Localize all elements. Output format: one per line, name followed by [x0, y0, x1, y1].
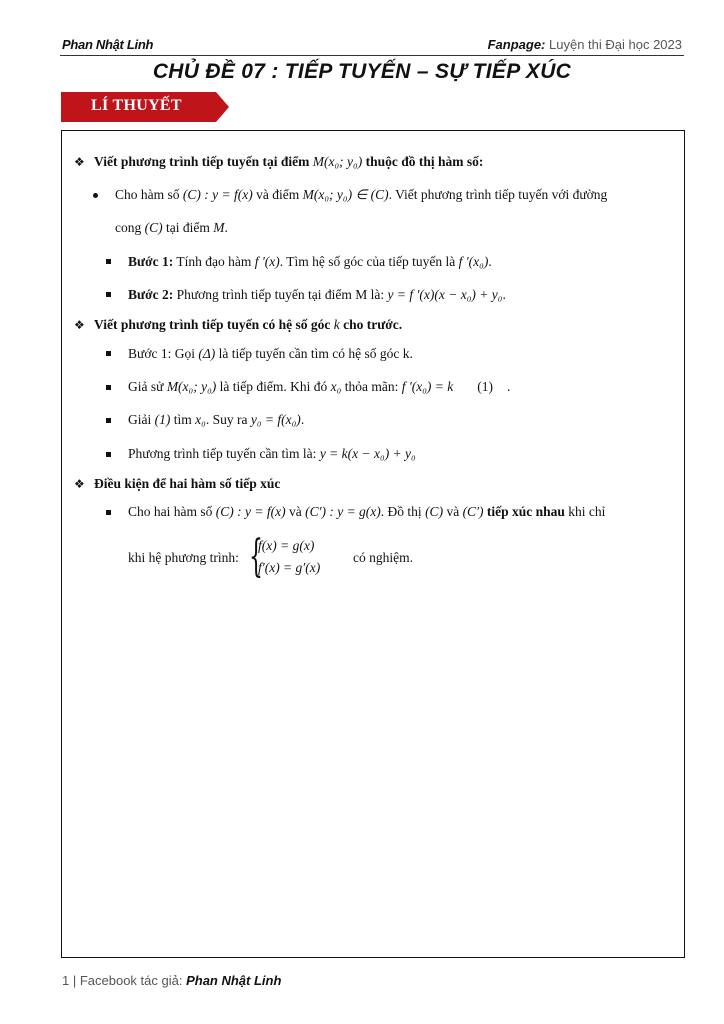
header-fanpage — [488, 37, 682, 52]
system-eq-1: f(x) = g(x) — [258, 538, 315, 553]
system-eq-2: f′(x) = g′(x) — [258, 560, 321, 575]
s2-b4: Phương trình tiếp tuyến cần tìm là: y = k(x − x₀) + y₀ — [128, 446, 416, 461]
square-bullet-icon — [106, 292, 111, 297]
diamond-bullet-icon: ❖ — [74, 155, 85, 169]
s3-line2-end: có nghiệm. — [353, 550, 413, 565]
square-bullet-icon — [106, 259, 111, 264]
ribbon-label: LÍ THUYẾT — [91, 97, 182, 114]
s1-line1: Cho hàm số (C) : y = f(x) và điểm M(x₀; y₀) ∈ (C). Viết phương trình tiếp tuyến với đường — [115, 187, 608, 202]
s1-step2: Bước 2: Phương trình tiếp tuyến tại điểm M là: y = f '(x)(x − x₀) + y₀. — [128, 287, 506, 302]
s3-line1: Cho hai hàm số (C) : y = f(x) và (C') : y = g(x). Đồ thị (C) và (C′) tiếp xúc nhau khi chỉ — [128, 504, 606, 519]
s1-heading: ❖ Viết phương trình tiếp tuyến tại điểm M(x₀; y₀) thuộc đồ thị hàm số: — [74, 154, 484, 169]
brace-icon: { — [249, 531, 263, 582]
square-bullet-icon — [106, 418, 111, 423]
diamond-bullet-icon: ❖ — [74, 477, 85, 491]
header-divider — [60, 55, 684, 56]
square-bullet-icon — [106, 510, 111, 515]
square-bullet-icon — [106, 385, 111, 390]
s2-b1: Bước 1: Gọi (Δ) là tiếp tuyến cần tìm có hệ số góc k. — [128, 346, 413, 361]
header-author: Phan Nhật Linh — [62, 37, 154, 52]
square-bullet-icon — [106, 351, 111, 356]
page-title: CHỦ ĐỀ 07 : TIẾP TUYẾN – SỰ TIẾP XÚC — [152, 60, 572, 83]
page-number: 1 — [62, 973, 70, 988]
footer: 1 | Facebook tác giả: Phan Nhật Linh — [62, 973, 282, 988]
s2-heading: ❖ Viết phương trình tiếp tuyến có hệ số góc k cho trước. — [74, 317, 403, 332]
square-bullet-icon — [106, 452, 111, 457]
fanpage-value: Luyện thi Đại học 2023 — [549, 37, 682, 52]
s3-heading: ❖ Điều kiện để hai hàm số tiếp xúc — [74, 476, 281, 491]
s1-step1: Bước 1: Tính đạo hàm f '(x). Tìm hệ số góc của tiếp tuyến là f '(x₀). — [128, 254, 492, 269]
fanpage-label: Fanpage: — [487, 37, 546, 52]
s1-line2: cong (C) tại điểm M. — [115, 220, 228, 235]
equation-system — [249, 531, 321, 582]
section-ribbon — [61, 92, 231, 122]
footer-author: Phan Nhật Linh — [186, 973, 282, 988]
s3-line2: khi hệ phương trình: — [128, 550, 239, 565]
round-bullet-icon — [93, 193, 98, 198]
s2-b2: Giả sử M(x₀; y₀) là tiếp điểm. Khi đó x₀ thỏa mãn: f '(x₀) = k (1) . — [128, 379, 511, 394]
diamond-bullet-icon: ❖ — [74, 318, 85, 332]
s2-b3: Giải (1) tìm x₀. Suy ra y₀ = f(x₀). — [128, 412, 305, 427]
